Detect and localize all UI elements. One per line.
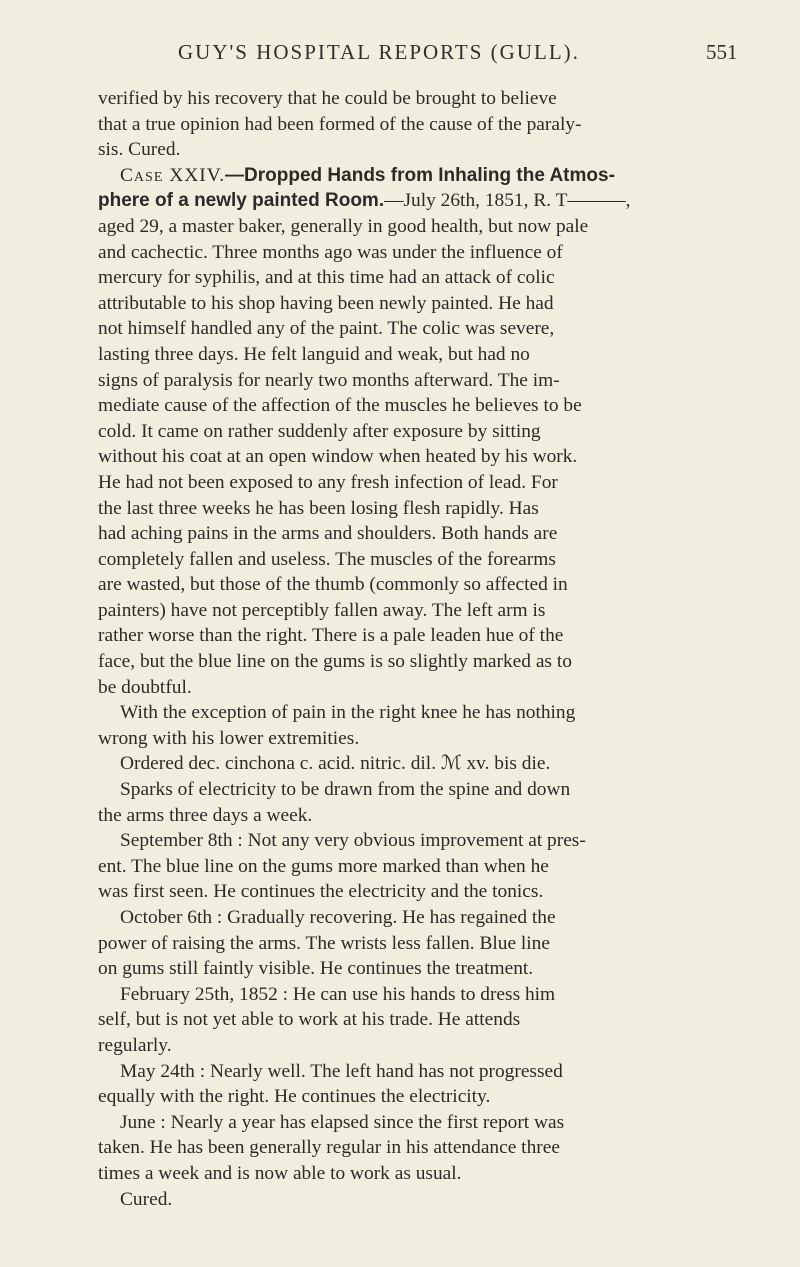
running-title: GUY'S HOSPITAL REPORTS (GULL). [178, 40, 580, 64]
text-line: rather worse than the right. There is a pale leaden hue of the [98, 625, 564, 647]
text-line: on gums still faintly visible. He continues the treatment. [98, 958, 534, 980]
case-label: Case XXIV. [120, 164, 226, 186]
text-line: face, but the blue line on the gums is so slightly marked as to [98, 651, 572, 673]
text-line: completely fallen and useless. The muscles of the forearms [98, 548, 556, 570]
text-line: cold. It came on rather suddenly after exposure by sitting [98, 420, 541, 442]
case-heading-line-2 [98, 188, 722, 214]
text-line: painters) have not perceptibly fallen away. The left arm is [98, 599, 546, 621]
running-head [0, 40, 800, 80]
case-date: —July 26th, 1851, R. T———, [384, 190, 631, 212]
text-line: taken. He has been generally regular in his attendance three [98, 1137, 560, 1159]
text-line: Sparks of electricity to be drawn from the spine and down [120, 779, 571, 801]
text-line: September 8th : Not any very obvious improvement at pres- [120, 830, 586, 852]
text-line: without his coat at an open window when heated by his work. [98, 446, 578, 468]
text-line: verified by his recovery that he could be brought to believe [98, 88, 557, 109]
text-line: signs of paralysis for nearly two months afterward. The im- [98, 369, 560, 391]
text-line: had aching pains in the arms and shoulders. Both hands are [98, 523, 558, 545]
text-line: be doubtful. [98, 676, 192, 698]
text-line: June : Nearly a year has elapsed since the first report was [120, 1111, 565, 1133]
text-line: not himself handled any of the paint. The colic was severe, [98, 318, 555, 340]
text-line: sis. Cured. [98, 139, 181, 161]
text-line: the arms three days a week. [98, 804, 313, 826]
page-number: 551 [706, 40, 738, 64]
text-line: the last three weeks he has been losing flesh rapidly. Has [98, 497, 539, 519]
text-line: power of raising the arms. The wrists less fallen. Blue line [98, 932, 550, 954]
text-line: With the exception of pain in the right knee he has nothing [120, 702, 576, 724]
text-line: mediate cause of the affection of the muscles he believes to be [98, 395, 582, 417]
text-line: October 6th : Gradually recovering. He has regained the [120, 907, 556, 928]
text-line: was first seen. He continues the electricity and the tonics. [98, 881, 544, 903]
text-line: attributable to his shop having been newly painted. He had [98, 292, 554, 314]
text-line: times a week and is now able to work as usual. [98, 1162, 462, 1184]
text-line: aged 29, a master baker, generally in good health, but now pale [98, 215, 589, 237]
text-line: equally with the right. He continues the electricity. [98, 1086, 491, 1108]
body-text [98, 86, 722, 1212]
case-heading-line [98, 163, 722, 189]
text-line: mercury for syphilis, and at this time had an attack of colic [98, 267, 555, 289]
case-heading-continuation: phere of a newly painted Room. [98, 190, 385, 212]
text-line: self, but is not yet able to work at his trade. He attends [98, 1009, 521, 1031]
text-line: lasting three days. He felt languid and weak, but had no [98, 343, 530, 365]
text-line: that a true opinion had been formed of the cause of the paraly- [98, 113, 582, 135]
text-line: February 25th, 1852 : He can use his hands to dress him [120, 983, 556, 1005]
text-line: wrong with his lower extremities. [98, 727, 360, 749]
case-heading: —Dropped Hands from Inhaling the Atmos- [225, 164, 615, 186]
text-line: Cured. [120, 1188, 173, 1210]
text-line: He had not been exposed to any fresh infection of lead. For [98, 471, 558, 493]
text-line: ent. The blue line on the gums more marked than when he [98, 855, 549, 877]
text-line: are wasted, but those of the thumb (commonly so affected in [98, 574, 568, 596]
text-line: May 24th : Nearly well. The left hand has not progressed [120, 1060, 563, 1082]
text-line: Ordered dec. cinchona c. acid. nitric. dil. ℳ xv. bis die. [120, 753, 551, 775]
text-line: regularly. [98, 1034, 172, 1056]
text-line: and cachectic. Three months ago was under the influence of [98, 241, 563, 263]
